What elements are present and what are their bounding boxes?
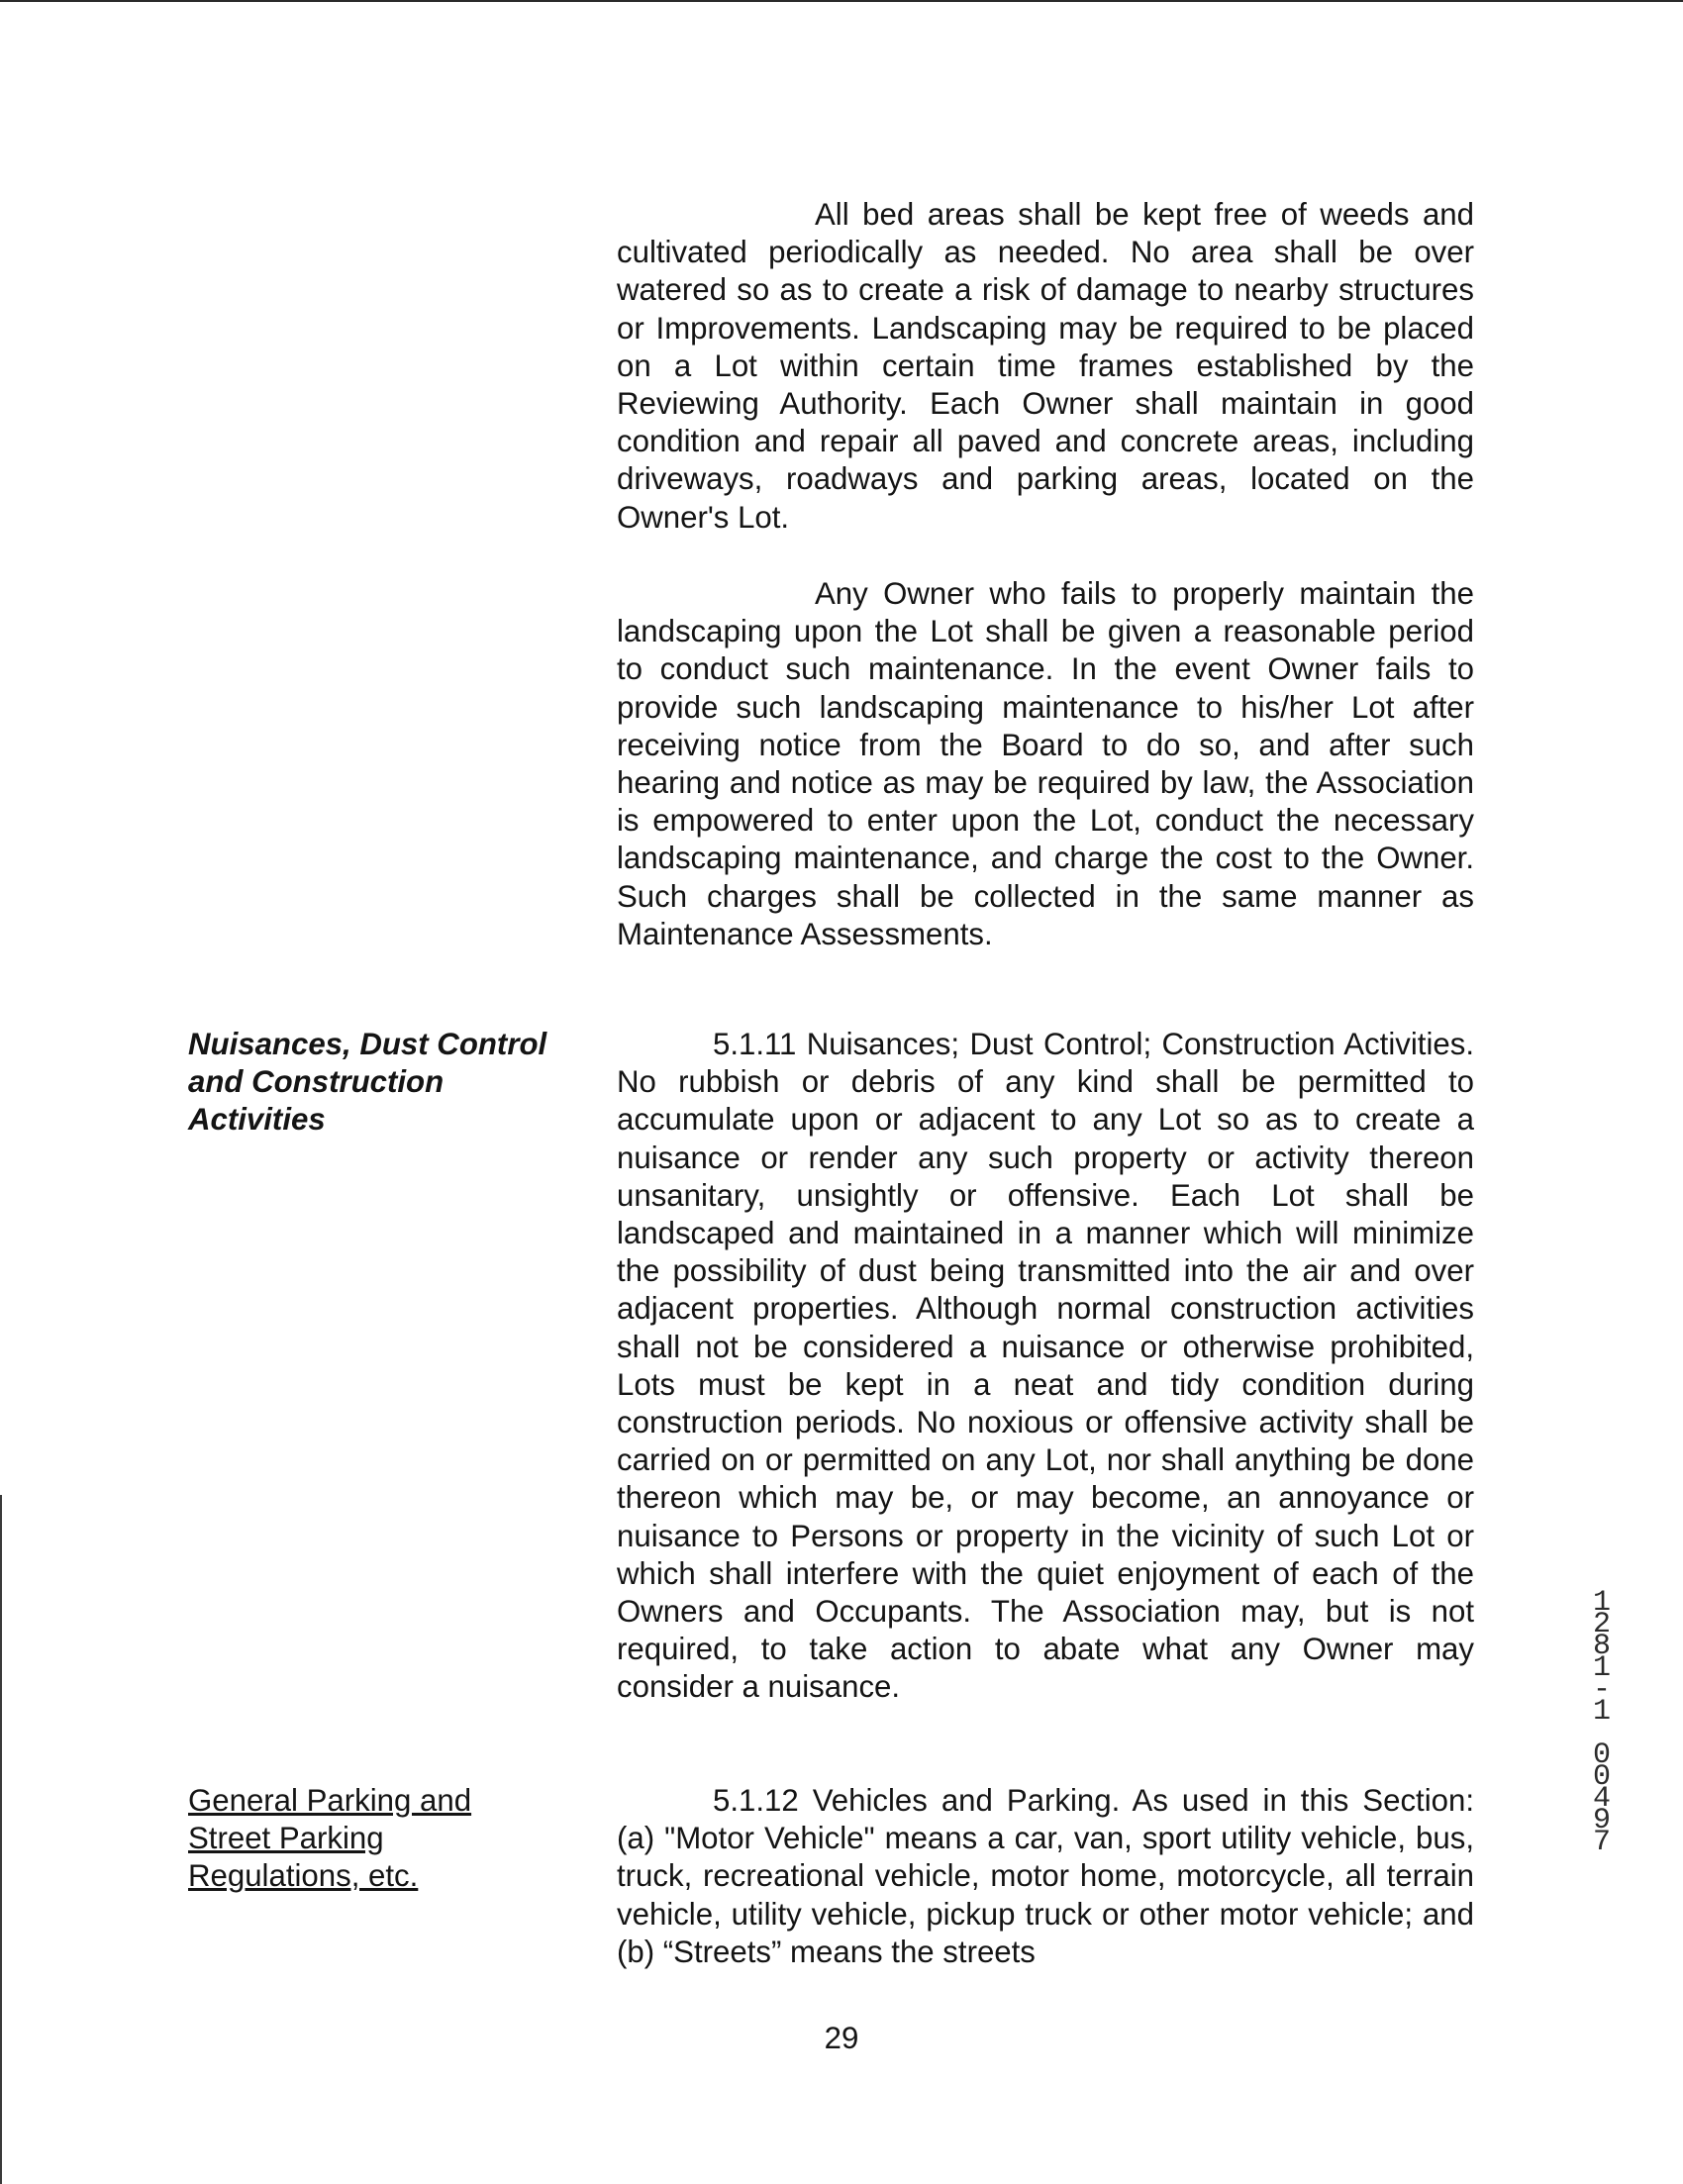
side-heading-nuisances-line-2: and Construction (188, 1064, 445, 1100)
side-heading-parking-line-1: General Parking and (188, 1783, 472, 1818)
side-heading-parking-line-2: Street Parking (188, 1821, 384, 1856)
side-heading-nuisances-line-1: Nuisances, Dust Control (188, 1027, 547, 1061)
paragraph-owner-failure: Any Owner who fails to properly maintain the landscaping upon the Lot shall be given a reasonable period to conduct such maintenance. In the event Owner fails to provide such landscaping maintenance to his/her Lot after receiving notice from the Board to do so, and after such hearing and notice as may be required by law, the Association is empowered to enter upon the Lot, conduct the necessary landscaping maintenance, and charge the cost to the Owner. Such charges shall be collected in the same manner as Maintenance Assessments. (617, 576, 1474, 951)
page-number: 29 (824, 2021, 859, 2055)
side-heading-nuisances (188, 1026, 604, 1140)
scan-edge-left (0, 1495, 2, 2184)
recording-stamp: 1 2 8 1 - 1 0 0 4 9 7 (1592, 1586, 1611, 1859)
paragraph-5-1-12-vehicles: 5.1.12 Vehicles and Parking. As used in this Section: (a) "Motor Vehicle" means a car, van, sport utility vehicle, bus, truck, recreational vehicle, motor home, motorcycle, all terrain vehicle, utility vehicle, pickup truck or other motor vehicle; and (b) “Streets” means the streets (617, 1783, 1474, 1969)
side-heading-parking-line-3: Regulations, etc. (188, 1858, 419, 1894)
paragraph-5-1-11-nuisances: 5.1.11 Nuisances; Dust Control; Construction Activities. No rubbish or debris of any kind shall be permitted to accumulate upon or adjacent to any Lot so as to create a nuisance or render any such property or activity thereon unsanitary, unsightly or offensive. Each Lot shall be landscaped and maintained in a manner which will minimize the possibility of dust being transmitted into the air and over adjacent properties. Although normal construction activities shall not be considered a nuisance or otherwise prohibited, Lots must be kept in a neat and tidy condition during construction periods. No noxious or offensive activity shall be carried on or permitted on any Lot, nor shall anything be done thereon which may be, or may become, an annoyance or nuisance to Persons or property in the vicinity of such Lot or which shall interfere with the quiet enjoyment of each of the Owners and Occupants. The Association may, but is not required, to take action to abate what any Owner may consider a nuisance. (617, 1027, 1474, 1705)
side-heading-nuisances-line-3: Activities (188, 1102, 326, 1138)
side-heading-parking (188, 1782, 604, 1896)
paragraph-landscaping-maintenance: All bed areas shall be kept free of weeds and cultivated periodically as needed. No area shall be over watered so as to create a risk of damage to nearby structures or Improvements. Landscaping may be required to be placed on a Lot within certain time frames established by the Reviewing Authority. Each Owner shall maintain in good condition and repair all paved and concrete areas, including driveways, roadways and parking areas, located on the Owner's Lot. (617, 197, 1474, 535)
scan-edge-top (0, 0, 1683, 2)
